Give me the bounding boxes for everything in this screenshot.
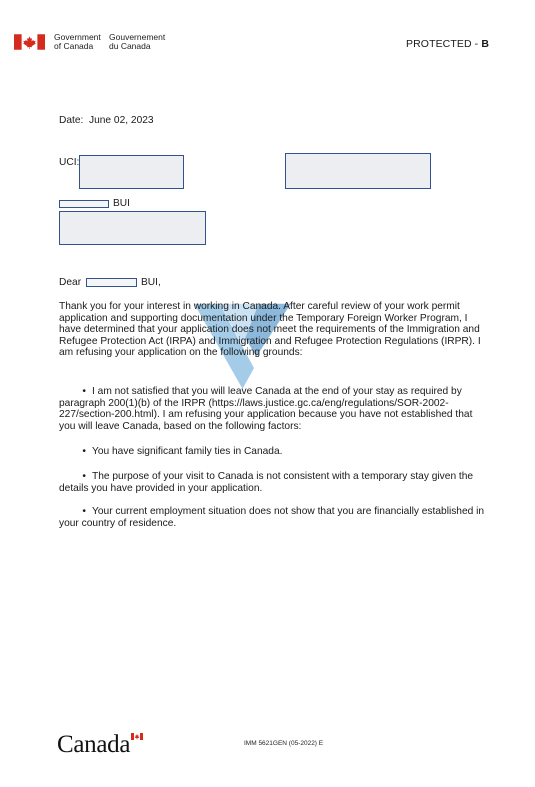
protected-label: PROTECTED -	[406, 38, 482, 50]
bullet-text: The purpose of your visit to Canada is not consistent with a temporary stay given the details you have provided in your application.	[59, 471, 474, 494]
intro-paragraph: Thank you for your interest in working in Canada. After careful review of your work permit application and supporting documentation under the Temporary Foreign Worker Program, I have determined that your application does not meet the requirements of the Immigration and Refugee Protection Act (IRPA) and Immigration and Refugee Protection Regulations (IRPR). I am refusing your application on the following grounds:	[59, 301, 481, 359]
bullet-icon: •	[82, 471, 86, 482]
government-of-canada-en	[54, 33, 101, 51]
redacted-uci	[79, 155, 184, 189]
list-item	[59, 386, 491, 432]
gov-en-line2: of Canada	[54, 41, 94, 51]
bullet-text: Your current employment situation does not show that you are financially established in your country of residence.	[59, 506, 485, 529]
wordmark-text: Canada	[57, 731, 131, 758]
wordmark-flag-icon	[131, 733, 143, 740]
protected-level: B	[481, 38, 489, 50]
applicant-surname: BUI	[113, 198, 130, 209]
government-of-canada-fr	[109, 33, 165, 51]
bullet-icon: •	[82, 506, 86, 517]
salutation-suffix: BUI,	[141, 277, 161, 288]
redacted-box	[285, 153, 431, 189]
list-item	[59, 506, 491, 529]
letter-date: Date: June 02, 2023	[59, 115, 154, 126]
bullet-text: I am not satisfied that you will leave Canada at the end of your stay as required by paragraph 200(1)(b) of the IRPR (https://laws.justice.gc.ca/eng/regulations/SOR-2002-227/section-200.html). I am refusing your application because you have not established that you will leave Canada, based on the following factors:	[59, 386, 473, 432]
bullet-icon: •	[82, 446, 86, 457]
gov-en-line1: Government	[54, 32, 101, 42]
gov-fr-line2: du Canada	[109, 41, 151, 51]
uci-label: UCI:	[59, 157, 80, 168]
gov-fr-line1: Gouvernement	[109, 32, 166, 42]
bullet-icon: •	[82, 386, 86, 397]
list-item	[59, 471, 491, 494]
canada-wordmark	[57, 731, 130, 759]
protected-classification	[406, 38, 489, 50]
salutation-prefix: Dear	[59, 277, 82, 288]
list-item	[59, 446, 491, 458]
redacted-given-name	[59, 200, 109, 208]
canada-flag-icon	[14, 34, 45, 50]
bullet-text: You have significant family ties in Canada.	[92, 446, 283, 457]
redacted-address	[59, 211, 206, 245]
form-code: IMM 5621GEN (05-2022) E	[244, 740, 324, 747]
redacted-salutation-name	[86, 278, 137, 287]
